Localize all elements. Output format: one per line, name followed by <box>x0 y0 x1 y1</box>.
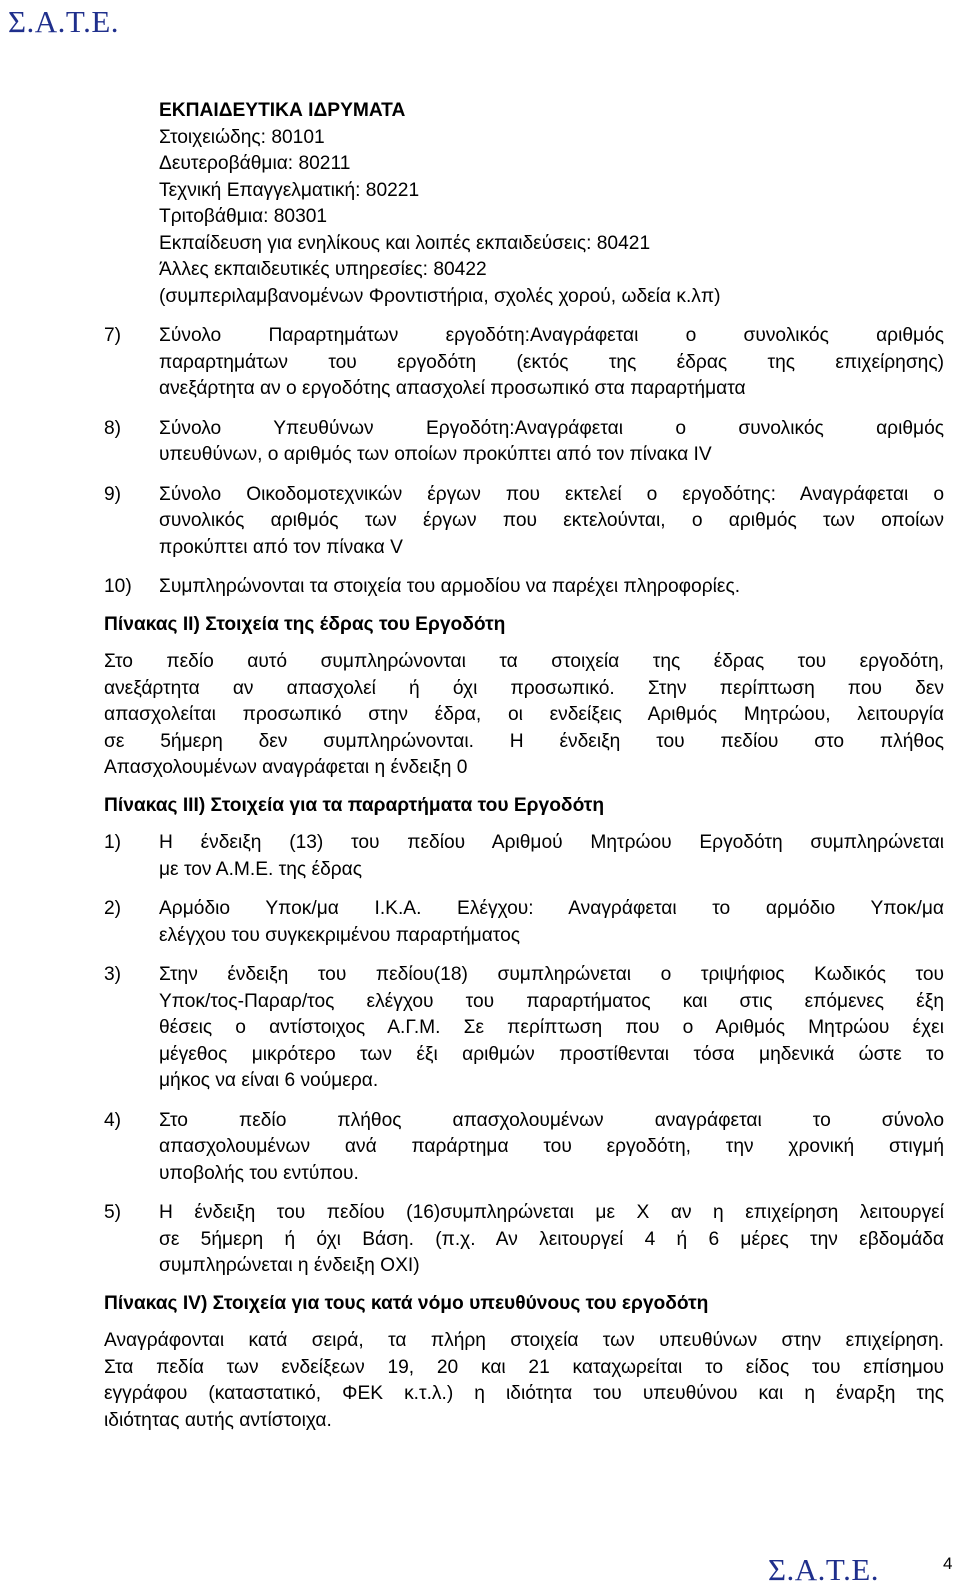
intro-line: Στοιχειώδης: 80101 <box>159 126 325 148</box>
item-line: Στην ένδειξη του πεδίου(18) συμπληρώνεται ο τριψήφιος Κωδικός του <box>159 964 944 985</box>
item-line: Υποκ/τος-Παραρ/τος ελέγχου του παραρτήματος και στις επόμενες έξη <box>159 990 944 1012</box>
intro-line: Τεχνική Επαγγελματική: 80221 <box>159 179 420 201</box>
header-brand: Σ.Α.Τ.Ε. <box>8 4 120 39</box>
paragraph-line: ιδιότητας αυτής αντίστοιχα. <box>104 1409 332 1431</box>
item-line: ελέγχου του συγκεκριμένου παραρτήματος <box>159 924 521 946</box>
item-line: Σύνολο Παραρτημάτων εργοδότη:Αναγράφεται ο συνολικός αριθμός <box>159 325 944 346</box>
item-line: θέσεις ο αντίστοιχος Α.Γ.Μ. Σε περίπτωση που ο Αριθμός Μητρώου έχει <box>159 1017 944 1038</box>
list-item-7 <box>104 323 944 403</box>
intro-line: Άλλες εκπαιδευτικές υπηρεσίες: 80422 <box>159 259 487 280</box>
list-item-10 <box>104 574 944 601</box>
footer-brand: Σ.Α.Τ.Ε. <box>768 1552 880 1587</box>
item-line: Η ένδειξη του πεδίου (16)συμπληρώνεται με Χ αν η επιχείρηση λειτουργεί <box>159 1202 944 1223</box>
item-line: υποβολής του εντύπου. <box>159 1162 359 1184</box>
item-line: μέγεθος μικρότερο των έξι αριθμών προστίθενται τόσα μηδενικά ώστε το <box>159 1043 944 1065</box>
paragraph-line: Αναγράφονται κατά σειρά, τα πλήρη στοιχεία των υπευθύνων στην επιχείρηση. <box>104 1330 944 1351</box>
item-number: 2) <box>104 898 122 919</box>
table-2-paragraph <box>104 649 944 782</box>
table-4-heading: Πίνακας ΙV) Στοιχεία για τους κατά νόμο υπευθύνους του εργοδότη <box>104 1292 709 1314</box>
document-body <box>104 98 944 1434</box>
table-3-item-4 <box>104 1108 944 1188</box>
item-number: 9) <box>104 483 122 505</box>
intro-line: Τριτοβάθμια: 80301 <box>159 206 328 227</box>
item-line: σε 5ήμερη ή όχι Βάση. (π.χ. Αν λειτουργεί 4 ή 6 μέρες την εβδομάδα <box>159 1228 944 1250</box>
paragraph-line: ανεξάρτητα αν απασχολεί ή όχι προσωπικό. Στην περίπτωση που δεν <box>104 677 944 699</box>
item-line: ανεξάρτητα αν ο εργοδότης απασχολεί προσωπικό στα παραρτήματα <box>159 378 746 399</box>
intro-line: (συμπεριλαμβανομένων Φροντιστήρια, σχολές χορού, ωδεία κ.λπ) <box>159 285 721 307</box>
paragraph-line: Στα πεδία των ενδείξεων 19, 20 και 21 καταχωρείται το είδος του επίσημου <box>104 1356 944 1378</box>
paragraph-line: απασχολείται προσωπικό στην έδρα, οι ενδείξεις Αριθμός Μητρώου, λειτουργία <box>104 704 944 725</box>
item-line: προκύπτει από τον πίνακα V <box>159 536 403 558</box>
item-line: Αρμόδιο Υποκ/μα Ι.Κ.Α. Ελέγχου: Αναγράφεται το αρμόδιο Υποκ/μα <box>159 898 944 919</box>
item-line: συνολικός αριθμός των έργων που εκτελούνται, ο αριθμός των οποίων <box>159 510 944 531</box>
item-number: 1) <box>104 832 122 853</box>
table-2-heading: Πίνακας ΙΙ) Στοιχεία της έδρας του Εργοδότη <box>104 613 506 635</box>
paragraph-line: Στο πεδίο αυτό συμπληρώνονται τα στοιχεία της έδρας του εργοδότη, <box>104 651 944 672</box>
item-line: Στο πεδίο πλήθος απασχολουμένων αναγράφεται το σύνολο <box>159 1109 944 1131</box>
table-3-item-3 <box>104 962 944 1095</box>
item-line: Σύνολο Υπευθύνων Εργοδότη:Αναγράφεται ο συνολικός αριθμός <box>159 417 944 439</box>
table-3-item-5 <box>104 1200 944 1280</box>
item-line: μήκος να είναι 6 νούμερα. <box>159 1070 379 1091</box>
intro-section <box>104 98 944 310</box>
paragraph-line: Απασχολουμένων αναγράφεται η ένδειξη 0 <box>104 757 468 778</box>
paragraph-line: εγγράφου (καταστατικό, ΦΕΚ κ.τ.λ.) η ιδιότητα του υπευθύνου και η έναρξη της <box>104 1383 944 1404</box>
item-number: 10) <box>104 576 132 597</box>
item-line: Σύνολο Οικοδομοτεχνικών έργων που εκτελεί ο εργοδότης: Αναγράφεται ο <box>159 483 944 505</box>
paragraph-line: σε 5ήμερη δεν συμπληρώνονται. Η ένδειξη του πεδίου στο πλήθος <box>104 730 944 752</box>
item-line: απασχολουμένων ανά παράρτημα του εργοδότη, την χρονική στιγμή <box>159 1136 944 1157</box>
list-item-8 <box>104 416 944 469</box>
item-number: 8) <box>104 417 122 439</box>
table-4-paragraph <box>104 1328 944 1434</box>
table-3-heading: Πίνακας ΙΙΙ) Στοιχεία για τα παραρτήματα του Εργοδότη <box>104 794 605 816</box>
item-line: παραρτημάτων του εργοδότη (εκτός της έδρας της επιχείρησης) <box>159 351 944 373</box>
item-line: συμπληρώνεται η ένδειξη ΟΧΙ) <box>159 1255 420 1276</box>
page-number: 4 <box>943 1554 953 1573</box>
intro-line: Δευτεροβάθμια: 80211 <box>159 153 351 174</box>
item-number: 7) <box>104 325 122 346</box>
item-line: με τον Α.Μ.Ε. της έδρας <box>159 858 363 880</box>
item-number: 5) <box>104 1202 122 1223</box>
item-number: 4) <box>104 1109 122 1131</box>
item-line: Συμπληρώνονται τα στοιχεία του αρμοδίου να παρέχει πληροφορίες. <box>159 576 741 597</box>
table-3-item-2 <box>104 896 944 949</box>
list-item-9 <box>104 482 944 562</box>
intro-line: Εκπαίδευση για ενηλίκους και λοιπές εκπαιδεύσεις: 80421 <box>159 232 651 254</box>
item-line: υπευθύνων, ο αριθμός των οποίων προκύπτει από τον πίνακα IV <box>159 444 712 465</box>
item-line: Η ένδειξη (13) του πεδίου Αριθμού Μητρώου Εργοδότη συμπληρώνεται <box>159 832 944 853</box>
intro-title: ΕΚΠΑΙΔΕΥΤΙΚΑ ΙΔΡΥΜΑΤΑ <box>159 100 406 121</box>
table-3-item-1 <box>104 830 944 883</box>
item-number: 3) <box>104 964 122 985</box>
